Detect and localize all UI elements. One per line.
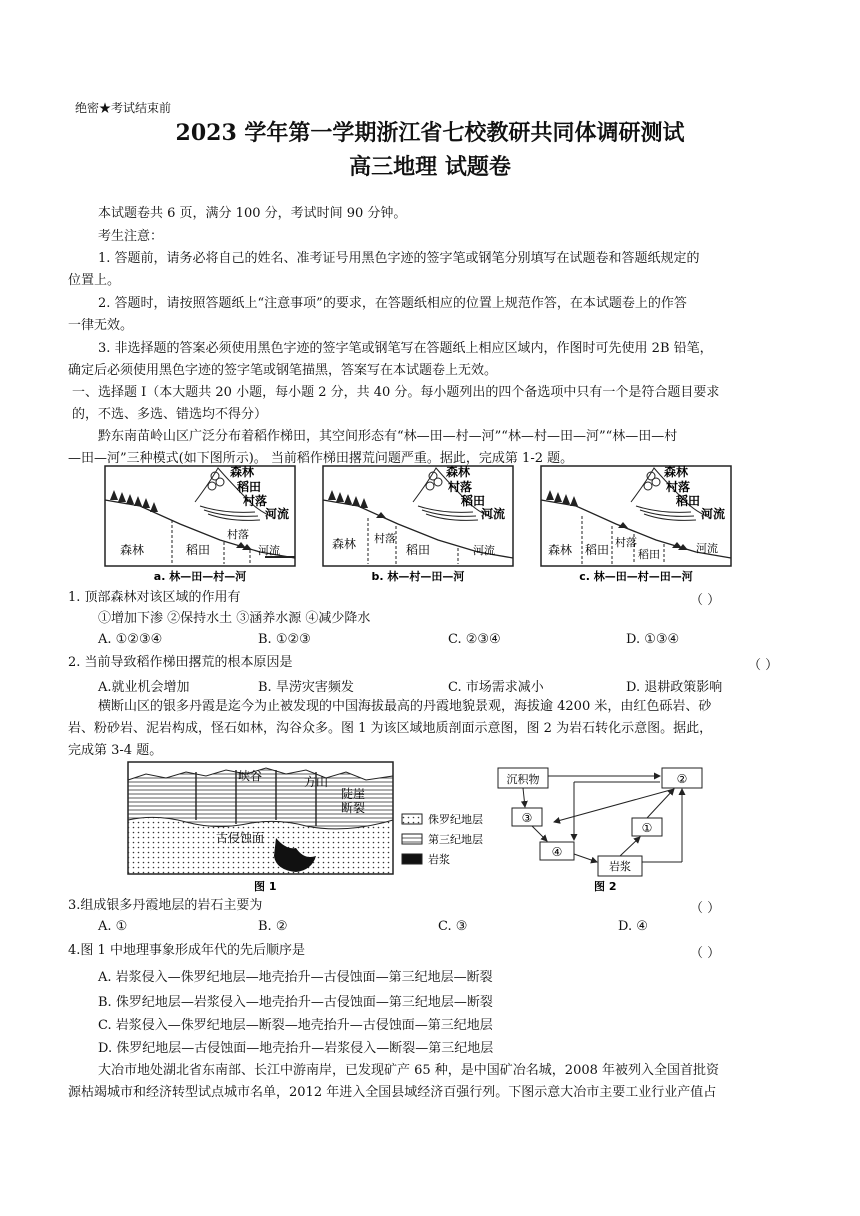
panel-caption: b. 林—村—田—河 [371, 570, 465, 583]
secret-mark: 绝密★考试结束前 [75, 101, 172, 115]
label-river: 河流 [473, 544, 495, 557]
option-a: A.就业机会增加 [98, 680, 190, 695]
answer-paren: （ ） [690, 593, 721, 608]
passage-3-cont: 源枯竭城市和经济转型试点城市名单，2012 年进入全国县域经济百强行列。下图示意大冶市主要工业行业产值占 [68, 1085, 717, 1100]
label-forest: 森林 [548, 543, 573, 557]
label-paddy: 稻田 [406, 543, 431, 557]
inset-label: 河流 [701, 507, 726, 521]
option-c: C. 市场需求减小 [448, 680, 544, 695]
panel-a [105, 464, 295, 583]
option-c: C. 岩浆侵入—侏罗纪地层—断裂—地壳抬升—古侵蚀面—第三纪地层 [98, 1018, 493, 1033]
notice-3-cont: 确定后必须使用黑色字迹的签字笔或钢笔描黑，答案写在本试题卷上无效。 [68, 363, 498, 378]
notice-1: 1. 答题前，请务必将自己的姓名、准考证号用黑色字迹的签字笔或钢笔分别填写在试题卷和答题纸规定的 [98, 251, 700, 266]
node-magma: 岩浆 [609, 860, 631, 873]
option-a: A. 岩浆侵入—侏罗纪地层—地壳抬升—古侵蚀面—第三纪地层—断裂 [98, 970, 493, 985]
option-b: B. 侏罗纪地层—岩浆侵入—地壳抬升—古侵蚀面—第三纪地层—断裂 [98, 995, 493, 1010]
question-2: 2. 当前导致稻作梯田撂荒的根本原因是 [68, 655, 293, 670]
question-4: 4.图 1 中地理事象形成年代的先后顺序是 [68, 943, 305, 958]
panel-c [541, 464, 731, 583]
option-b: B. ② [258, 919, 288, 934]
panel-b [323, 464, 513, 583]
intro-line: 本试题卷共 6 页，满分 100 分，考试时间 90 分钟。 [98, 206, 407, 221]
label-gorge: 峡谷 [238, 769, 263, 783]
label-paddy: 稻田 [585, 543, 610, 557]
label-erosion-surface: 古侵蚀面 [216, 831, 265, 845]
option-c: C. ②③④ [448, 632, 501, 647]
passage-2-cont: 岩、粉砂岩、泥岩构成，怪石如林，沟谷众多。图 1 为该区域地质剖面示意图，图 2 为岩石转化示意图。据此， [68, 721, 713, 736]
notice-3: 3. 非选择题的答案必须使用黑色字迹的签字笔或钢笔写在答题纸上相应区域内，作图时可先使用 2B 铅笔， [98, 341, 713, 356]
inset-label: 稻田 [676, 494, 701, 508]
terrace-models-figure [100, 462, 740, 586]
label-village: 村落 [374, 532, 396, 545]
option-d: D. 退耕政策影响 [626, 680, 723, 695]
inset-label: 森林 [230, 465, 255, 479]
passage-2: 横断山区的银多丹霞是迄今为止被发现的中国海拔最高的丹霞地貌景观，海拔逾 4200 米，由红色砾岩、砂 [98, 699, 712, 714]
option-d: D. ④ [618, 919, 648, 934]
label-forest: 森林 [332, 537, 357, 551]
node-2: ② [676, 772, 688, 786]
node-sediment: 沉积物 [506, 773, 540, 786]
option-a: A. ①②③④ [98, 632, 163, 647]
node-3: ③ [521, 811, 533, 825]
label-forest: 森林 [120, 543, 145, 557]
node-4: ④ [551, 845, 563, 859]
inset-label: 森林 [446, 465, 471, 479]
exam-subtitle: 高三地理 试题卷 [349, 154, 511, 180]
inset-label: 村落 [666, 480, 691, 494]
label-mesa: 方山 [304, 775, 329, 789]
inset-label: 村落 [243, 494, 268, 508]
inset-label: 稻田 [237, 480, 262, 494]
legend-magma: 岩浆 [428, 853, 450, 866]
option-d: D. 侏罗纪地层—古侵蚀面—地壳抬升—岩浆侵入—断裂—第三纪地层 [98, 1041, 494, 1056]
notice-2-cont: 一律无效。 [68, 318, 134, 333]
label-river: 河流 [696, 542, 718, 555]
geologic-profile-figure [126, 760, 506, 894]
option-c: C. ③ [438, 919, 468, 934]
inset-label: 村落 [448, 480, 473, 494]
label-fault: 断裂 [341, 801, 366, 815]
panel-caption: a. 林—田—村—河 [153, 570, 247, 583]
intro-line: 考生注意： [98, 229, 164, 244]
panel-caption: c. 林—田—村—田—河 [579, 570, 693, 583]
rock-cycle-figure [492, 762, 722, 894]
label-river: 河流 [258, 544, 280, 557]
figure-caption: 图 1 [254, 880, 277, 893]
question-1: 1. 顶部森林对该区域的作用有 [68, 590, 241, 605]
passage-1: 黔东南苗岭山区广泛分布着稻作梯田，其空间形态有“林—田—村—河”“林—村—田—河”“林—田—村 [98, 429, 678, 444]
passage-3: 大冶市地处湖北省东南部、长江中游南岸，已发现矿产 65 种，是中国矿冶名城，2008 年被列入全国首批资 [98, 1063, 720, 1078]
option-b: B. 旱涝灾害频发 [258, 680, 354, 695]
answer-paren: （ ） [690, 946, 721, 961]
passage-2-cont: 完成第 3-4 题。 [68, 743, 163, 758]
exam-title: 2023 学年第一学期浙江省七校教研共同体调研测试 [175, 120, 685, 146]
q1-items: ①增加下渗 ②保持水土 ③涵养水源 ④减少降水 [98, 611, 371, 626]
legend-tertiary: 第三纪地层 [428, 833, 483, 846]
inset-label: 河流 [265, 507, 290, 521]
option-b: B. ①②③ [258, 632, 311, 647]
inset-label: 森林 [664, 465, 689, 479]
legend-jurassic: 侏罗纪地层 [428, 813, 483, 826]
notice-1-cont: 位置上。 [68, 273, 121, 288]
node-1: ① [641, 821, 653, 835]
inset-label: 河流 [481, 507, 506, 521]
answer-paren: （ ） [748, 658, 779, 673]
label-paddy: 稻田 [638, 548, 660, 561]
label-paddy: 稻田 [186, 543, 211, 557]
question-3: 3.组成银多丹霞地层的岩石主要为 [68, 898, 263, 913]
passage-1-cont: —田—河”三种模式(如下图所示)。 当前稻作梯田撂荒问题严重。据此，完成第 1-2 题。 [68, 451, 574, 466]
label-village: 村落 [615, 536, 637, 549]
answer-paren: （ ） [690, 901, 721, 916]
section-heading: 一、选择题 I（本大题共 20 小题，每小题 2 分，共 40 分。每小题列出的四个备选项中只有一个是符合题目要求 [72, 385, 720, 400]
label-scarp: 陡崖 [341, 787, 366, 801]
section-heading-cont: 的，不选、多选、错选均不得分） [72, 407, 268, 422]
label-village: 村落 [227, 528, 249, 541]
option-a: A. ① [98, 919, 128, 934]
notice-2: 2. 答题时，请按照答题纸上“注意事项”的要求，在答题纸相应的位置上规范作答，在本试题卷上的作答 [98, 296, 687, 311]
inset-label: 稻田 [461, 494, 486, 508]
figure-caption: 图 2 [594, 880, 617, 893]
option-d: D. ①③④ [626, 632, 680, 647]
